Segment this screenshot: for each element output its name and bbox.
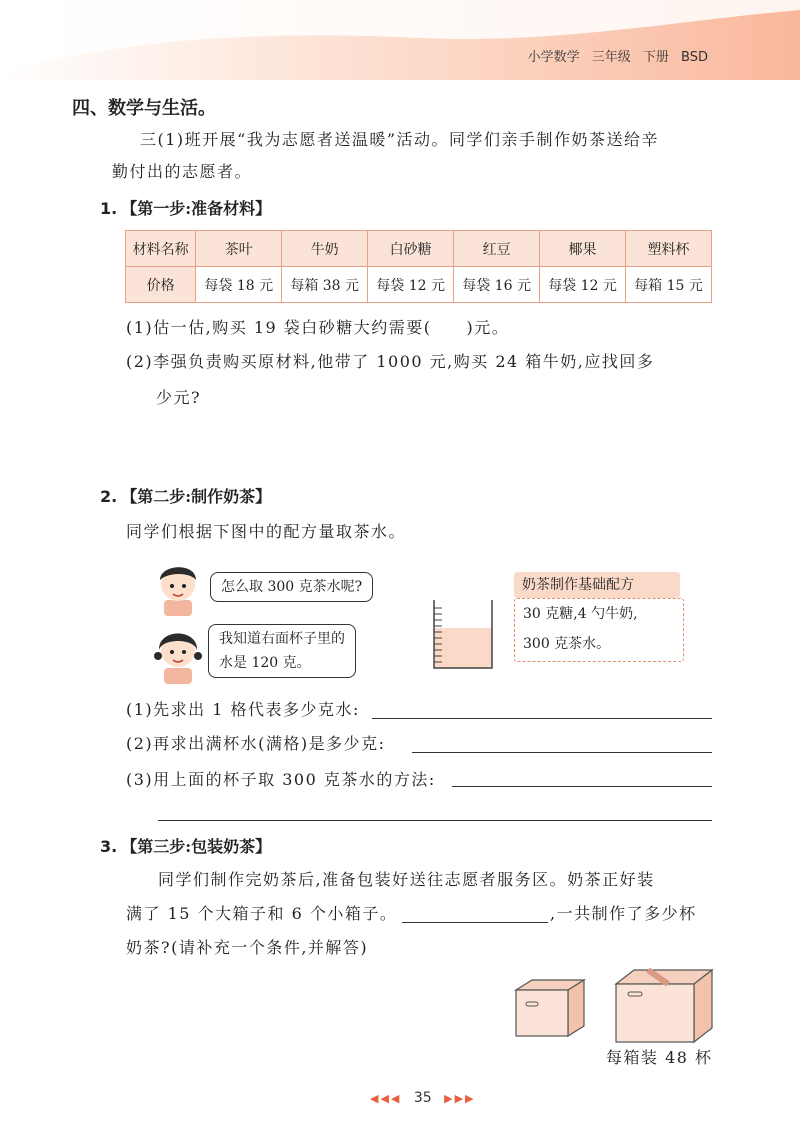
box-caption: 每箱装 48 杯 xyxy=(606,1048,713,1067)
step1-title: 【第一步:准备材料】 xyxy=(121,199,272,218)
right-arrows-icon: ▶▶▶ xyxy=(444,1092,476,1105)
table-cell: 每袋 12 元 xyxy=(368,267,454,303)
intro-line-2: 勤付出的志愿者。 xyxy=(112,162,253,181)
step2-question-3: (3)用上面的杯子取 300 克茶水的方法: xyxy=(126,770,436,789)
table-cell: 材料名称 xyxy=(126,231,196,267)
table-cell: 价格 xyxy=(126,267,196,303)
boy-illustration xyxy=(150,558,206,616)
table-cell: 茶叶 xyxy=(196,231,282,267)
materials-header-row xyxy=(126,231,712,267)
small-box xyxy=(512,970,588,1040)
girl-speech-bubble xyxy=(208,624,356,678)
table-cell: 椰果 xyxy=(540,231,626,267)
step3-number: 3. xyxy=(100,837,118,856)
step1-number: 1. xyxy=(100,199,118,218)
recipe-line-2: 300 克茶水。 xyxy=(523,636,611,652)
step3-line-1: 同学们制作完奶茶后,准备包装好送往志愿者服务区。奶茶正好装 xyxy=(158,870,655,889)
header-subject: 小学数学 xyxy=(527,50,580,65)
table-cell: 牛奶 xyxy=(282,231,368,267)
step3-line-2a: 满了 15 个大箱子和 6 个小箱子。 xyxy=(126,904,398,923)
step1-heading xyxy=(100,196,271,219)
large-box xyxy=(612,966,716,1046)
answer-line[interactable] xyxy=(452,786,712,787)
step1-question-2-line-2: 少元? xyxy=(156,388,202,407)
table-cell: 每箱 38 元 xyxy=(282,267,368,303)
table-cell: 红豆 xyxy=(454,231,540,267)
recipe-line-1: 30 克糖,4 勺牛奶, xyxy=(523,606,638,622)
table-cell: 白砂糖 xyxy=(368,231,454,267)
girl-bubble-line-2: 水是 120 克。 xyxy=(219,655,311,671)
measuring-cup xyxy=(430,598,496,670)
header-wave xyxy=(0,0,800,80)
step3-title: 【第三步:包装奶茶】 xyxy=(121,837,272,856)
step2-heading xyxy=(100,484,271,507)
recipe-title: 奶茶制作基础配方 xyxy=(514,572,680,598)
page-number: 35 xyxy=(413,1090,432,1106)
table-cell: 每袋 18 元 xyxy=(196,267,282,303)
step2-number: 2. xyxy=(100,487,118,506)
left-arrows-icon: ◀◀◀ xyxy=(370,1092,402,1105)
intro-line-1: 三(1)班开展“我为志愿者送温暖”活动。同学们亲手制作奶茶送给辛 xyxy=(140,130,660,149)
step3-heading xyxy=(100,834,271,857)
table-cell: 每箱 15 元 xyxy=(626,267,712,303)
table-cell: 每袋 12 元 xyxy=(540,267,626,303)
materials-price-row xyxy=(126,267,712,303)
table-cell: 塑料杯 xyxy=(626,231,712,267)
cup-water-fill xyxy=(434,628,492,668)
answer-line[interactable] xyxy=(158,820,712,821)
page-footer xyxy=(370,1090,476,1106)
answer-line[interactable] xyxy=(412,752,712,753)
section-title: 四、数学与生活。 xyxy=(72,98,216,119)
step2-title: 【第二步:制作奶茶】 xyxy=(121,487,272,506)
condition-blank[interactable] xyxy=(402,922,548,923)
step3-line-3: 奶茶?(请补充一个条件,并解答) xyxy=(126,938,369,957)
step2-question-1: (1)先求出 1 格代表多少克水: xyxy=(126,700,360,719)
step2-intro: 同学们根据下图中的配方量取茶水。 xyxy=(126,522,407,541)
header-edition: BSD xyxy=(681,50,708,65)
header-grade: 三年级 xyxy=(591,50,631,65)
recipe-body xyxy=(514,598,684,662)
boy-speech-bubble: 怎么取 300 克茶水呢? xyxy=(210,572,373,602)
girl-bubble-line-1: 我知道右面杯子里的 xyxy=(219,631,345,647)
table-cell: 每袋 16 元 xyxy=(454,267,540,303)
step1-question-2-line-1: (2)李强负责购买原材料,他带了 1000 元,购买 24 箱牛奶,应找回多 xyxy=(126,352,655,371)
step3-line-2b: ,一共制作了多少杯 xyxy=(550,904,697,923)
step2-question-2: (2)再求出满杯水(满格)是多少克: xyxy=(126,734,386,753)
girl-illustration xyxy=(150,622,206,684)
header-volume: 下册 xyxy=(642,50,669,65)
header-book-info xyxy=(528,46,708,65)
materials-table xyxy=(125,230,712,303)
step1-question-1: (1)估一估,购买 19 袋白砂糖大约需要( )元。 xyxy=(126,318,510,337)
answer-line[interactable] xyxy=(372,718,712,719)
